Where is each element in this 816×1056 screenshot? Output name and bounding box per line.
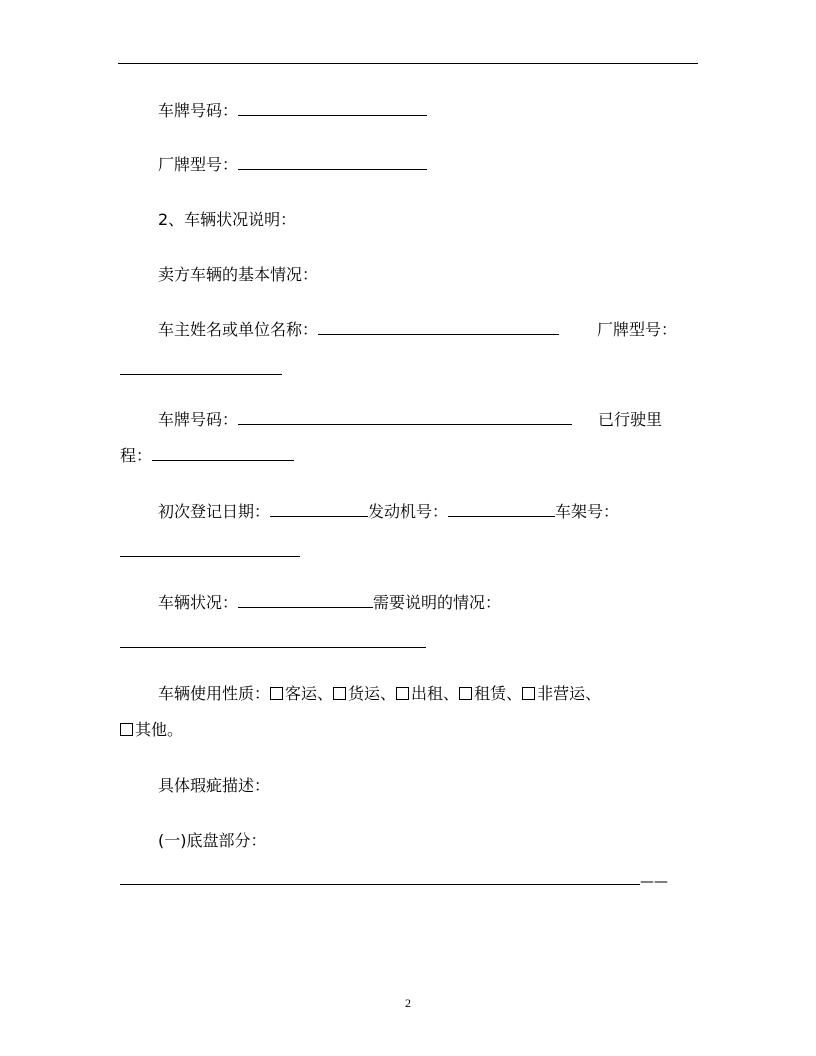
- checkbox-other[interactable]: [120, 723, 133, 736]
- checkbox-taxi[interactable]: [396, 687, 409, 700]
- usage-option-freight: 货运、: [348, 684, 397, 703]
- brand-model-row: [158, 155, 427, 175]
- notes-blank[interactable]: [120, 647, 426, 648]
- frame-no-label: 车架号：: [555, 502, 620, 521]
- chassis-blank[interactable]: [120, 884, 640, 885]
- seller-basic-label: 卖方车辆的基本情况：: [158, 265, 319, 284]
- brand-model-label: 厂牌型号：: [158, 155, 239, 174]
- usage-row-2: [120, 720, 183, 740]
- trailing-dashes: ——: [640, 874, 668, 890]
- owner-blank[interactable]: [318, 320, 559, 335]
- brand-model-blank[interactable]: [238, 155, 427, 170]
- usage-label: 车辆使用性质：: [158, 684, 271, 703]
- usage-row: [158, 684, 601, 704]
- usage-option-passenger: 客运、: [285, 684, 334, 703]
- plate-number-blank[interactable]: [238, 101, 427, 116]
- usage-option-lease: 租赁、: [474, 684, 523, 703]
- owner-label: 车主姓名或单位名称：: [158, 320, 319, 339]
- frame-no-blank[interactable]: [120, 556, 300, 557]
- engine-no-blank[interactable]: [448, 502, 555, 517]
- engine-no-label: 发动机号：: [368, 502, 449, 521]
- registration-row: [158, 502, 619, 522]
- reg-date-label: 初次登记日期：: [158, 502, 271, 521]
- usage-option-taxi: 出租、: [411, 684, 460, 703]
- plate-number-blank-2[interactable]: [238, 410, 572, 425]
- chassis-label: (一)底盘部分：: [158, 831, 267, 850]
- vehicle-status-row: [158, 593, 501, 613]
- vehicle-status-blank[interactable]: [238, 593, 373, 608]
- mileage-label-a: 已行驶里: [598, 410, 663, 429]
- header-rule: [118, 63, 698, 64]
- owner-row: [158, 320, 559, 340]
- checkbox-passenger[interactable]: [270, 687, 283, 700]
- mileage-blank[interactable]: [152, 446, 294, 461]
- usage-option-non-commercial: 非营运、: [537, 684, 602, 703]
- plate-number-row: [158, 101, 427, 121]
- plate-number-row-2: [158, 410, 572, 430]
- plate-number-label: 车牌号码：: [158, 101, 239, 120]
- checkbox-non-commercial[interactable]: [522, 687, 535, 700]
- reg-date-blank[interactable]: [270, 502, 368, 517]
- page-number: 2: [405, 996, 411, 1010]
- checkbox-lease[interactable]: [459, 687, 472, 700]
- plate-number-label-2: 车牌号码：: [158, 410, 239, 429]
- usage-option-other: 其他。: [135, 720, 184, 739]
- mileage-label-b: 程：: [120, 446, 153, 465]
- notes-label: 需要说明的情况：: [373, 593, 502, 612]
- vehicle-status-label: 车辆状况：: [158, 593, 239, 612]
- brand-model-label-2: 厂牌型号：: [597, 320, 678, 339]
- mileage-row: [120, 446, 294, 466]
- brand-model-blank-2[interactable]: [120, 374, 282, 375]
- section-2-title: 2、车辆状况说明：: [158, 210, 297, 229]
- checkbox-freight[interactable]: [333, 687, 346, 700]
- defects-label: 具体瑕疵描述：: [158, 776, 271, 795]
